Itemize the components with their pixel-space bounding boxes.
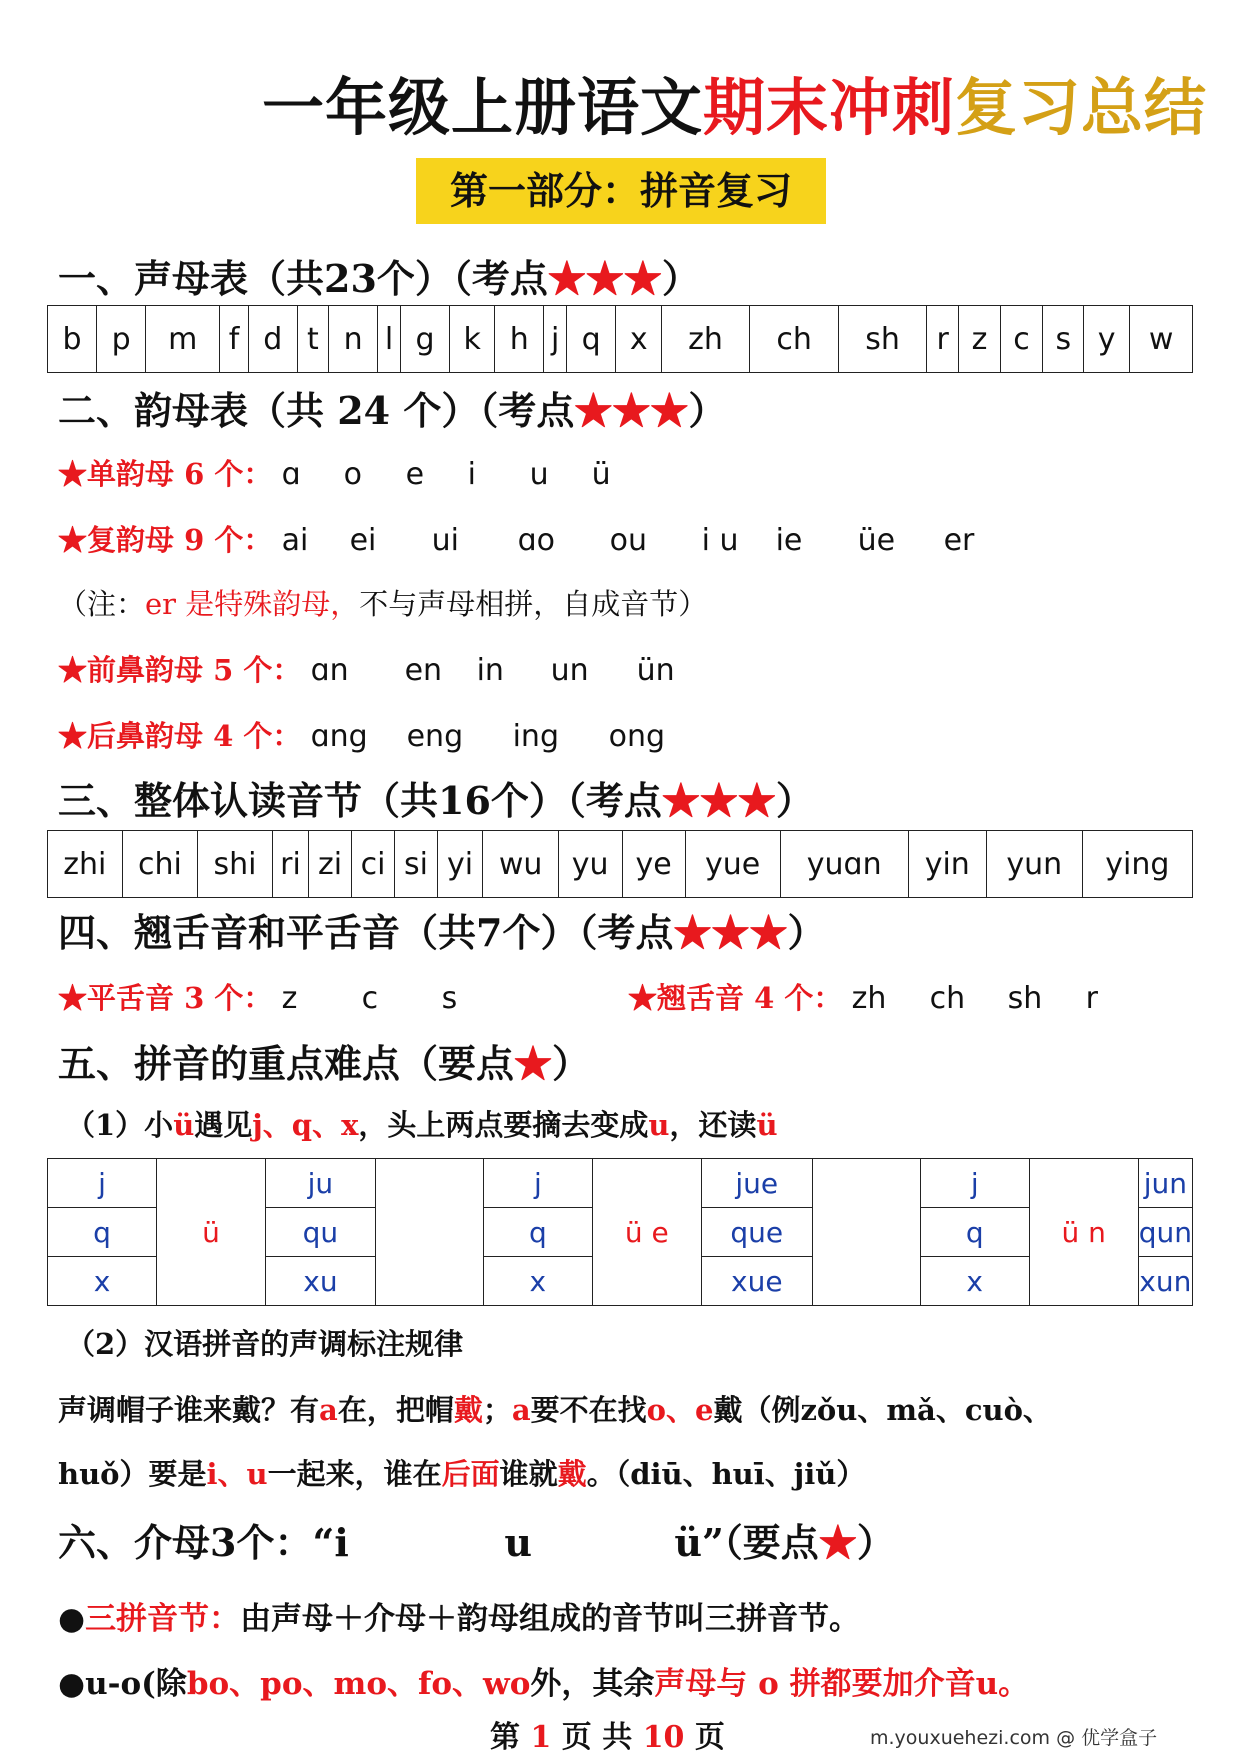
initial-cell: y [1084, 306, 1130, 373]
s5-close: ） [552, 1041, 591, 1086]
title-part2: 期末冲刺 [703, 71, 956, 144]
initial-cell: t [297, 306, 328, 373]
r1f: a [511, 1393, 531, 1427]
syllable-cell: ci [351, 831, 395, 898]
initial-cell: w [1130, 306, 1193, 373]
syllable-cell: yi [437, 831, 483, 898]
s6-star: ★ [818, 1520, 857, 1565]
compound-final: üe [857, 523, 896, 558]
front-nasal-values [311, 653, 697, 687]
initial-cell: x [616, 306, 662, 373]
jqx-table [47, 1158, 1193, 1306]
page-title [262, 58, 1208, 144]
g3-initial: j [920, 1159, 1029, 1208]
g3-initial: q [920, 1208, 1029, 1257]
front-nasal-final: en [404, 653, 443, 688]
r1e: ； [482, 1393, 512, 1427]
note-open: （注： [58, 587, 146, 621]
gap-cell [812, 1159, 920, 1306]
compound-final: ui [431, 523, 459, 558]
initial-cell: r [926, 306, 959, 373]
medial-i: i [334, 1520, 349, 1565]
retroflex-line [628, 976, 1116, 1017]
single-final: ɑ [281, 457, 301, 492]
initial-cell: d [248, 306, 297, 373]
s6-title-b: ”（要点 [701, 1520, 819, 1565]
g3-vowel: ü n [1029, 1159, 1138, 1306]
syllable-cell: shi [198, 831, 272, 898]
b2-red1: bo、po、mo、fo、wo [186, 1666, 531, 1702]
initial-cell: m [146, 306, 220, 373]
s3-stars: ★★★ [661, 778, 776, 823]
syllable-cell: chi [122, 831, 198, 898]
b2-a: u-o(除 [85, 1666, 187, 1702]
rule-u-umlaut [66, 1103, 778, 1144]
initial-cell: l [378, 306, 401, 373]
syllable-cell: yue [685, 831, 780, 898]
title-part3: 复习总结 [955, 71, 1208, 144]
syllable-cell: zi [309, 831, 351, 898]
footer-b: 页 共 [561, 1720, 633, 1755]
syllable-cell: ying [1082, 831, 1192, 898]
r2b: i、u [206, 1457, 268, 1491]
p1-u: ü [173, 1108, 195, 1142]
r1a: 声调帽子谁来戴？有 [58, 1393, 320, 1427]
g1-initial: q [48, 1208, 157, 1257]
flat-tongue-label: ★平舌音 3 个： [58, 981, 273, 1015]
g2-result: que [701, 1208, 812, 1257]
s1-stars: ★★★ [547, 256, 662, 301]
flat-tongue-values [282, 981, 522, 1015]
flat-tongue-initial: c [361, 981, 379, 1016]
r1h: o、e [646, 1393, 714, 1427]
footer-total: 10 [642, 1720, 685, 1755]
note-rest: 不与声母相拼，自成音节） [359, 587, 708, 621]
initial-cell: zh [662, 306, 750, 373]
single-finals-line [58, 452, 654, 493]
r1i: 戴（例zǒu、mǎ、cuò、 [713, 1393, 1052, 1427]
p1-b: 遇见 [194, 1108, 253, 1142]
initial-cell: f [220, 306, 248, 373]
p1-a: （1）小 [66, 1108, 174, 1142]
medial-u: u [504, 1520, 532, 1565]
r1b: a [319, 1393, 338, 1427]
syllable-cell: yuɑn [780, 831, 908, 898]
single-finals-label: ★单韵母 6 个： [58, 457, 273, 491]
initial-cell: q [567, 306, 616, 373]
s2-close: ） [688, 388, 727, 433]
g1-result: qu [265, 1208, 375, 1257]
r1c: 在，把帽 [337, 1393, 454, 1427]
r2a: huǒ）要是 [58, 1457, 207, 1491]
page-number [490, 1712, 725, 1756]
initial-cell: sh [839, 306, 926, 373]
front-nasal-line [58, 648, 697, 689]
front-nasal-final: ün [636, 653, 675, 688]
s3-close: ） [775, 778, 814, 823]
s4-title: 四、翘舌音和平舌音（共7个）（考点 [58, 910, 674, 955]
syllable-cell: ri [272, 831, 309, 898]
syllable-cell: si [395, 831, 437, 898]
p1-d: ，还读 [669, 1108, 757, 1142]
r2c: 一起来，谁在 [267, 1457, 442, 1491]
s1-heading [58, 248, 700, 303]
compound-final: ie [775, 523, 803, 558]
compound-final: ou [609, 523, 647, 558]
uo-note [58, 1658, 1029, 1703]
r1g: 要不在找 [530, 1393, 647, 1427]
b2-red2: 声母与 o 拼都要加介音u。 [654, 1666, 1030, 1702]
footer-a: 第 [490, 1720, 520, 1755]
syllable-cell: yin [908, 831, 986, 898]
compound-finals-line [58, 518, 1004, 559]
p1-c: ，头上两点要摘去变成 [358, 1108, 649, 1142]
note-red: er 是特殊韵母， [145, 587, 360, 621]
g2-vowel: ü e [592, 1159, 701, 1306]
compound-final: ɑo [517, 523, 555, 558]
flat-tongue-initial: s [441, 981, 458, 1016]
s5-star: ★ [514, 1041, 553, 1086]
initial-cell: h [495, 306, 544, 373]
retroflex-initial: zh [851, 981, 887, 1016]
s5-title: 五、拼音的重点难点（要点 [58, 1041, 515, 1086]
compound-finals-label: ★复韵母 9 个： [58, 523, 273, 557]
g2-initial: x [483, 1257, 592, 1306]
syllable-cell: ye [622, 831, 685, 898]
g2-result: jue [701, 1159, 812, 1208]
retroflex-initial: ch [929, 981, 966, 1016]
initial-cell: j [544, 306, 567, 373]
medial-v: ü [674, 1520, 702, 1565]
s2-stars: ★★★ [574, 388, 689, 433]
b1-rest: 由声母＋介母＋韵母组成的音节叫三拼音节。 [240, 1601, 861, 1637]
title-part1: 一年级上册语文 [262, 71, 704, 144]
single-final: u [529, 457, 549, 492]
initial-cell: ch [749, 306, 839, 373]
g1-initial: x [48, 1257, 157, 1306]
section-subtitle: 第一部分：拼音复习 [416, 158, 826, 224]
g2-initial: q [483, 1208, 592, 1257]
g1-result: xu [265, 1257, 375, 1306]
s3-title: 三、整体认读音节（共16个）（考点 [58, 778, 662, 823]
flat-tongue-initial: z [281, 981, 298, 1016]
s2-title: 二、韵母表（共 24 个）（考点 [58, 388, 575, 433]
compound-final: ai [281, 523, 309, 558]
s4-heading [58, 902, 825, 957]
retroflex-label: ★翘舌音 4 个： [628, 981, 843, 1015]
g3-result: jun [1138, 1159, 1192, 1208]
s1-title: 一、声母表（共23个）（考点 [58, 256, 548, 301]
initial-cell: g [401, 306, 450, 373]
syllable-cell: yun [986, 831, 1082, 898]
s4-stars: ★★★ [673, 910, 788, 955]
b1-red: 三拼音节： [85, 1601, 241, 1637]
back-nasal-final: eng [406, 719, 464, 754]
footer-page: 1 [530, 1720, 552, 1755]
bullet: ● [58, 1601, 86, 1637]
s2-heading [58, 380, 726, 435]
g1-result: ju [265, 1159, 375, 1208]
retroflex-initial: sh [1007, 981, 1043, 1016]
compound-finals-values [282, 523, 1004, 557]
r2g: 。（diū、huī、jiǔ） [586, 1457, 866, 1491]
front-nasal-final: ɑn [310, 653, 349, 688]
front-nasal-final: un [550, 653, 589, 688]
g2-initial: j [483, 1159, 592, 1208]
initial-cell: s [1043, 306, 1084, 373]
single-final: i [467, 457, 476, 492]
s4-close: ） [787, 910, 826, 955]
g3-initial: x [920, 1257, 1029, 1306]
bullet: ● [58, 1666, 86, 1702]
initial-cell: b [48, 306, 97, 373]
g3-result: xun [1138, 1257, 1192, 1306]
g1-vowel: ü [156, 1159, 265, 1306]
s6-heading [58, 1512, 895, 1567]
syllable-cell: wu [483, 831, 558, 898]
tone-rule-heading: （2）汉语拼音的声调标注规律 [66, 1327, 464, 1361]
p1-jqx: j、q、x [252, 1108, 359, 1142]
back-nasal-final: ong [608, 719, 666, 754]
s5-heading [58, 1033, 590, 1088]
single-final: e [405, 457, 425, 492]
tone-rule-line1 [58, 1388, 1052, 1429]
single-finals-values [282, 457, 654, 491]
compound-final: i u [701, 523, 739, 558]
s3-heading [58, 770, 814, 825]
front-nasal-final: in [476, 653, 504, 688]
s6-title-a: 六、介母3个：“ [58, 1520, 335, 1565]
back-nasal-values [311, 719, 689, 753]
g1-initial: j [48, 1159, 157, 1208]
syllable-cell: yu [558, 831, 622, 898]
back-nasal-final: ɑng [310, 719, 368, 754]
front-nasal-label: ★前鼻韵母 5 个： [58, 653, 302, 687]
syllables-table [47, 830, 1193, 898]
r2d: 后面 [441, 1457, 500, 1491]
initial-cell: c [1000, 306, 1043, 373]
back-nasal-final: ing [512, 719, 559, 754]
initial-cell: n [329, 306, 378, 373]
footer-c: 页 [694, 1720, 725, 1755]
back-nasal-label: ★后鼻韵母 4 个： [58, 719, 302, 753]
retroflex-values [852, 981, 1116, 1015]
flat-tongue-line [58, 976, 522, 1017]
retroflex-initial: r [1085, 981, 1098, 1016]
single-final: ü [591, 457, 611, 492]
b2-b: 外，其余 [530, 1666, 655, 1702]
initial-cell: p [97, 306, 146, 373]
g3-result: qun [1138, 1208, 1192, 1257]
s6-close: ） [856, 1520, 895, 1565]
initial-cell: k [450, 306, 495, 373]
tone-rule-line2 [58, 1452, 865, 1493]
single-final: o [343, 457, 362, 492]
back-nasal-line [58, 714, 689, 755]
r2e: 谁就 [499, 1457, 558, 1491]
g2-result: xue [701, 1257, 812, 1306]
s1-close: ） [661, 256, 700, 301]
site-watermark: m.youxuehezi.com @ 优学盒子 [870, 1727, 1158, 1749]
compound-final: ei [349, 523, 377, 558]
compound-final: er [943, 523, 975, 558]
r2f: 戴 [557, 1457, 587, 1491]
p1-u2: u [648, 1108, 670, 1142]
initials-table [47, 305, 1193, 373]
r1d: 戴 [453, 1393, 483, 1427]
er-note [58, 582, 707, 623]
triple-syllable-note [58, 1593, 860, 1638]
gap-cell [375, 1159, 483, 1306]
p1-u3: ü [756, 1108, 778, 1142]
initial-cell: z [959, 306, 1000, 373]
syllable-cell: zhi [48, 831, 123, 898]
